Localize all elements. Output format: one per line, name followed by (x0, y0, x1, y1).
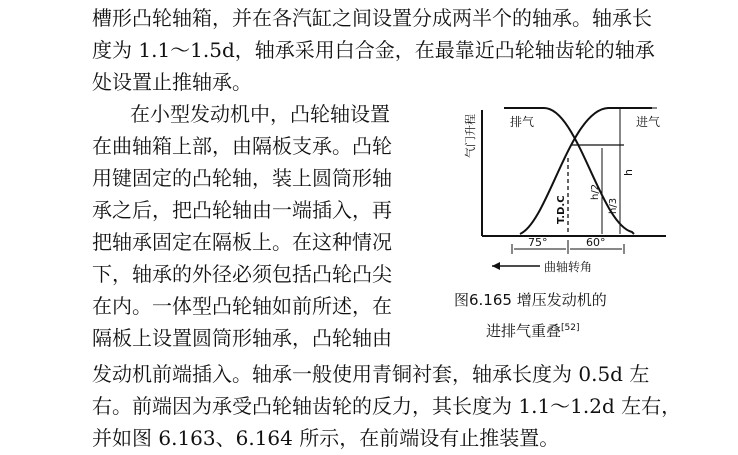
valve-overlap-figure (452, 96, 692, 296)
body-line: 发动机前端插入。轴承一般使用青铜衬套，轴承长度为 0.5d 左 (92, 362, 650, 386)
figure-caption-line2 (486, 318, 580, 341)
figure-caption-ref: [52] (561, 323, 580, 333)
figure-caption-text: 进排气重叠 (486, 322, 562, 340)
body-line: 把轴承固定在隔板上。在这种情况 (92, 230, 392, 254)
intake-label: 进气 (636, 115, 661, 129)
body-line: 用键固定的凸轮轴，装上圆筒形轴 (92, 166, 392, 190)
body-line: 承之后，把凸轮轴由一端插入，再 (92, 198, 392, 222)
body-line: 槽形凸轮轴箱，并在各汽缸之间设置分成两半个的轴承。轴承长 (92, 6, 652, 30)
y-axis-label: 气门升程 (464, 114, 477, 158)
h2-label: h/2 (590, 183, 601, 200)
x-axis-label: 曲轴转角 (544, 260, 593, 274)
body-line: 下，轴承的外径必须包括凸轮凸尖 (92, 262, 392, 286)
body-line: 在曲轴箱上部，由隔板支承。凸轮 (92, 134, 392, 158)
h-label: h (622, 169, 635, 176)
body-line: 度为 1.1～1.5d，轴承采用白合金，在最靠近凸轮轴齿轮的轴承 (92, 38, 655, 62)
angle-left-label: 75° (528, 236, 548, 249)
exhaust-label: 排气 (510, 115, 535, 129)
body-line: 在小型发动机中，凸轮轴设置 (130, 102, 390, 126)
body-line: 处设置止推轴承。 (92, 70, 252, 94)
body-line: 右。前端因为承受凸轮轴齿轮的反力，其长度为 1.1～1.2d 左右， (92, 394, 682, 418)
body-line: 并如图 6.163、6.164 所示，在前端设有止推装置。 (92, 426, 560, 450)
arrow-head-icon (492, 262, 500, 270)
body-line: 在内。一体型凸轮轴如前所述，在 (92, 294, 392, 318)
figure-caption-line1: 图6.165 增压发动机的 (454, 291, 607, 309)
angle-right-label: 60° (586, 236, 606, 249)
h3-label: h/3 (608, 197, 619, 214)
body-line: 隔板上设置圆筒形轴承，凸轮轴由 (92, 326, 392, 350)
tdc-label: T.D.C (556, 195, 567, 224)
